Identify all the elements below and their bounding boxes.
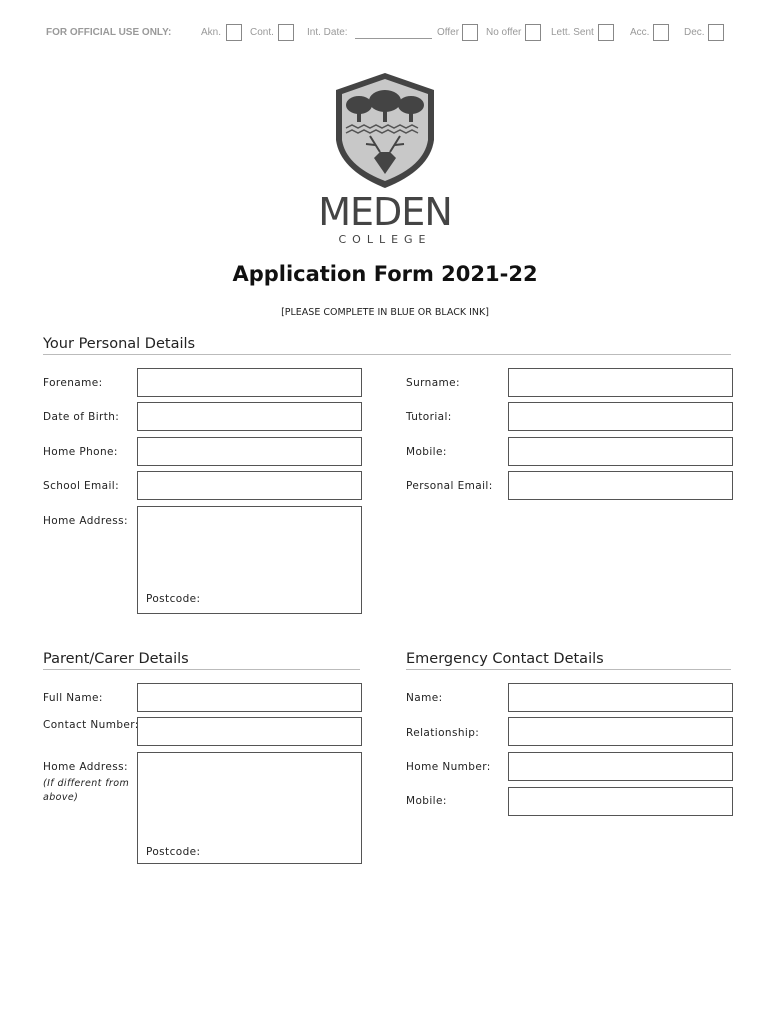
- personal-details-heading: Your Personal Details: [43, 336, 196, 352]
- akn-checkbox[interactable]: [226, 24, 242, 41]
- dob-input[interactable]: [137, 402, 362, 431]
- emergency-name-input[interactable]: [508, 683, 733, 712]
- lett-sent-label: Lett. Sent: [551, 27, 594, 38]
- school-email-input[interactable]: [137, 471, 362, 500]
- acc-label: Acc.: [630, 27, 650, 38]
- tutorial-input[interactable]: [508, 402, 733, 431]
- postcode-label: Postcode:: [146, 593, 201, 605]
- parent-full-name-input[interactable]: [137, 683, 362, 712]
- offer-checkbox[interactable]: [462, 24, 478, 41]
- parent-full-name-label: Full Name:: [43, 692, 103, 704]
- home-address-input[interactable]: [137, 506, 362, 614]
- lett-sent-checkbox[interactable]: [598, 24, 614, 41]
- cont-label: Cont.: [250, 27, 274, 38]
- personal-email-label: Personal Email:: [406, 480, 493, 492]
- no-offer-label: No offer: [486, 27, 522, 38]
- logo-wordmark: MEDEN: [318, 190, 452, 234]
- school-email-label: School Email:: [43, 480, 120, 492]
- logo-subtitle: COLLEGE: [338, 233, 432, 246]
- home-phone-label: Home Phone:: [43, 446, 118, 458]
- parent-home-address-input[interactable]: [137, 752, 362, 864]
- parent-address-note: (If different from above): [43, 778, 130, 803]
- surname-input[interactable]: [508, 368, 733, 397]
- tutorial-label: Tutorial:: [406, 411, 452, 423]
- personal-email-input[interactable]: [508, 471, 733, 500]
- no-offer-checkbox[interactable]: [525, 24, 541, 41]
- mobile-input[interactable]: [508, 437, 733, 466]
- forename-label: Forename:: [43, 377, 103, 389]
- forename-input[interactable]: [137, 368, 362, 397]
- acc-checkbox[interactable]: [653, 24, 669, 41]
- emergency-relationship-input[interactable]: [508, 717, 733, 746]
- divider: [43, 669, 360, 670]
- parent-details-heading: Parent/Carer Details: [43, 651, 189, 667]
- offer-label: Offer: [437, 27, 460, 38]
- mobile-label: Mobile:: [406, 446, 447, 458]
- divider: [406, 669, 731, 670]
- emergency-home-number-label: Home Number:: [406, 761, 491, 773]
- emergency-mobile-input[interactable]: [508, 787, 733, 816]
- emergency-relationship-label: Relationship:: [406, 727, 480, 739]
- emergency-name-label: Name:: [406, 692, 443, 704]
- home-address-label: Home Address:: [43, 515, 128, 527]
- cont-checkbox[interactable]: [278, 24, 294, 41]
- emergency-home-number-input[interactable]: [508, 752, 733, 781]
- form-title: Application Form 2021-22: [232, 262, 538, 286]
- dec-checkbox[interactable]: [708, 24, 724, 41]
- emergency-mobile-label: Mobile:: [406, 795, 447, 807]
- home-phone-input[interactable]: [137, 437, 362, 466]
- akn-label: Akn.: [201, 27, 222, 38]
- dob-label: Date of Birth:: [43, 411, 120, 423]
- parent-postcode-label: Postcode:: [146, 846, 201, 858]
- college-crest-logo: [330, 70, 440, 192]
- dec-label: Dec.: [684, 27, 705, 38]
- parent-contact-number-input[interactable]: [137, 717, 362, 746]
- divider: [43, 354, 731, 355]
- int-date-label: Int. Date:: [307, 27, 348, 38]
- parent-home-address-label: Home Address:: [43, 761, 128, 773]
- official-use-label: FOR OFFICIAL USE ONLY:: [46, 27, 172, 38]
- surname-label: Surname:: [406, 377, 460, 389]
- ink-instruction: [PLEASE COMPLETE IN BLUE OR BLACK INK]: [281, 307, 489, 318]
- emergency-details-heading: Emergency Contact Details: [406, 651, 604, 667]
- parent-contact-number-label: Contact Number:: [43, 719, 139, 731]
- int-date-field[interactable]: [355, 38, 432, 39]
